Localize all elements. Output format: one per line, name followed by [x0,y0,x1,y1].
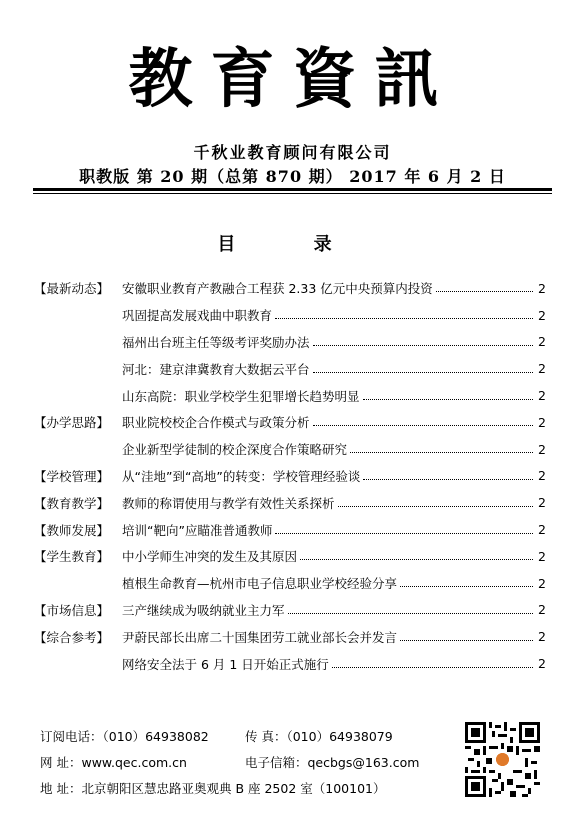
masthead-title: 教育資訊 [128,42,457,117]
toc-entry-title: 从“洼地”到“高地”的转变：学校管理经验谈 [122,468,361,484]
leader-dots [300,558,533,560]
toc-entry[interactable] [34,650,546,677]
fax-number: 传 真：（010）64938079 [245,729,393,744]
toc-entry-title: 职业院校校企合作模式与政策分析 [122,415,310,431]
toc-title: 目 录 [217,234,368,255]
leader-dots [288,612,533,614]
leader-dots [338,505,533,507]
leader-dots [313,371,533,373]
email-link[interactable]: 电子信箱：qecbgs@163.com [245,755,420,770]
toc-entry-title: 河北：建京津冀教育大数据云平台 [122,361,310,377]
toc-entry[interactable] [34,489,546,516]
subscribe-phone: 订阅电话：（010）64938082 [40,729,209,744]
toc-category: 【学校管理】 [34,468,110,484]
toc-page-number: 2 [538,656,546,672]
leader-dots [313,344,533,346]
leader-dots [313,424,533,426]
issue-line: 职教版 第 20 期（总第 870 期） 2017 年 6 月 2 日 [79,167,506,186]
toc-page-number: 2 [538,575,546,591]
toc-entry[interactable] [34,302,546,329]
toc-entry-title: 网络安全法于 6 月 1 日开始正式施行 [122,656,329,672]
table-of-contents [34,275,546,677]
toc-entry-title: 巩固提高发展戏曲中职教育 [122,308,273,324]
toc-page-number: 2 [538,414,546,430]
toc-entry-title: 企业新型学徒制的校企深度合作策略研究 [122,442,348,458]
toc-entry-title: 植根生命教育—杭州市电子信息职业学校经验分享 [122,576,398,592]
toc-entry[interactable] [34,409,546,436]
toc-page-number: 2 [538,334,546,350]
toc-entry[interactable] [34,436,546,463]
toc-page-number: 2 [538,307,546,323]
leader-dots [400,639,533,641]
company-name: 千秋业教育顾问有限公司 [193,143,392,162]
toc-category: 【学生教育】 [34,549,110,565]
toc-page-number: 2 [538,495,546,511]
toc-entry[interactable] [34,382,546,409]
leader-dots [363,398,533,400]
leader-dots [436,290,533,292]
toc-entry-title: 尹蔚民部长出席二十国集团劳工就业部长会并发言 [122,629,398,645]
leader-dots [275,317,533,319]
toc-page-number: 2 [538,548,546,564]
toc-page-number: 2 [538,602,546,618]
toc-category: 【办学思路】 [34,415,110,431]
header-rule-thin [33,193,552,194]
header-rule-thick [33,188,552,191]
leader-dots [400,585,533,587]
toc-entry-title: 三产继续成为吸纳就业主力军 [122,602,285,618]
toc-entry[interactable] [34,543,546,570]
toc-entry[interactable] [34,463,546,490]
toc-entry-title: 福州出台班主任等级考评奖励办法 [122,334,310,350]
qr-code-icon [465,722,540,797]
toc-entry-title: 中小学师生冲突的发生及其原因 [122,549,298,565]
leader-dots [350,451,533,453]
leader-dots [275,532,533,534]
toc-entry-title: 山东高院：职业学校学生犯罪增长趋势明显 [122,388,360,404]
toc-page-number: 2 [538,280,546,296]
leader-dots [332,666,533,668]
toc-page-number: 2 [538,468,546,484]
leader-dots [363,478,533,480]
toc-page-number: 2 [538,629,546,645]
website-link[interactable]: 网 址：www.qec.com.cn [40,755,187,770]
toc-category: 【教师发展】 [34,522,110,538]
toc-entry[interactable] [34,570,546,597]
toc-entry[interactable] [34,516,546,543]
toc-entry-title: 安徽职业教育产教融合工程获 2.33 亿元中央预算内投资 [122,281,433,297]
toc-category: 【市场信息】 [34,602,110,618]
toc-page-number: 2 [538,388,546,404]
toc-entry-title: 培训“靶向”应瞄准普通教师 [122,522,273,538]
toc-category: 【综合参考】 [34,629,110,645]
postal-address: 地 址：北京朝阳区慧忠路亚奥观典 B 座 2502 室（100101） [40,781,386,796]
toc-page-number: 2 [538,441,546,457]
toc-entry[interactable] [34,597,546,624]
toc-entry[interactable] [34,623,546,650]
toc-entry-title: 教师的称谓使用与教学有效性关系探析 [122,495,335,511]
toc-entry[interactable] [34,275,546,302]
toc-category: 【教育教学】 [34,495,110,511]
toc-category: 【最新动态】 [34,281,110,297]
toc-page-number: 2 [538,361,546,377]
toc-page-number: 2 [538,522,546,538]
toc-entry[interactable] [34,329,546,356]
toc-entry[interactable] [34,355,546,382]
